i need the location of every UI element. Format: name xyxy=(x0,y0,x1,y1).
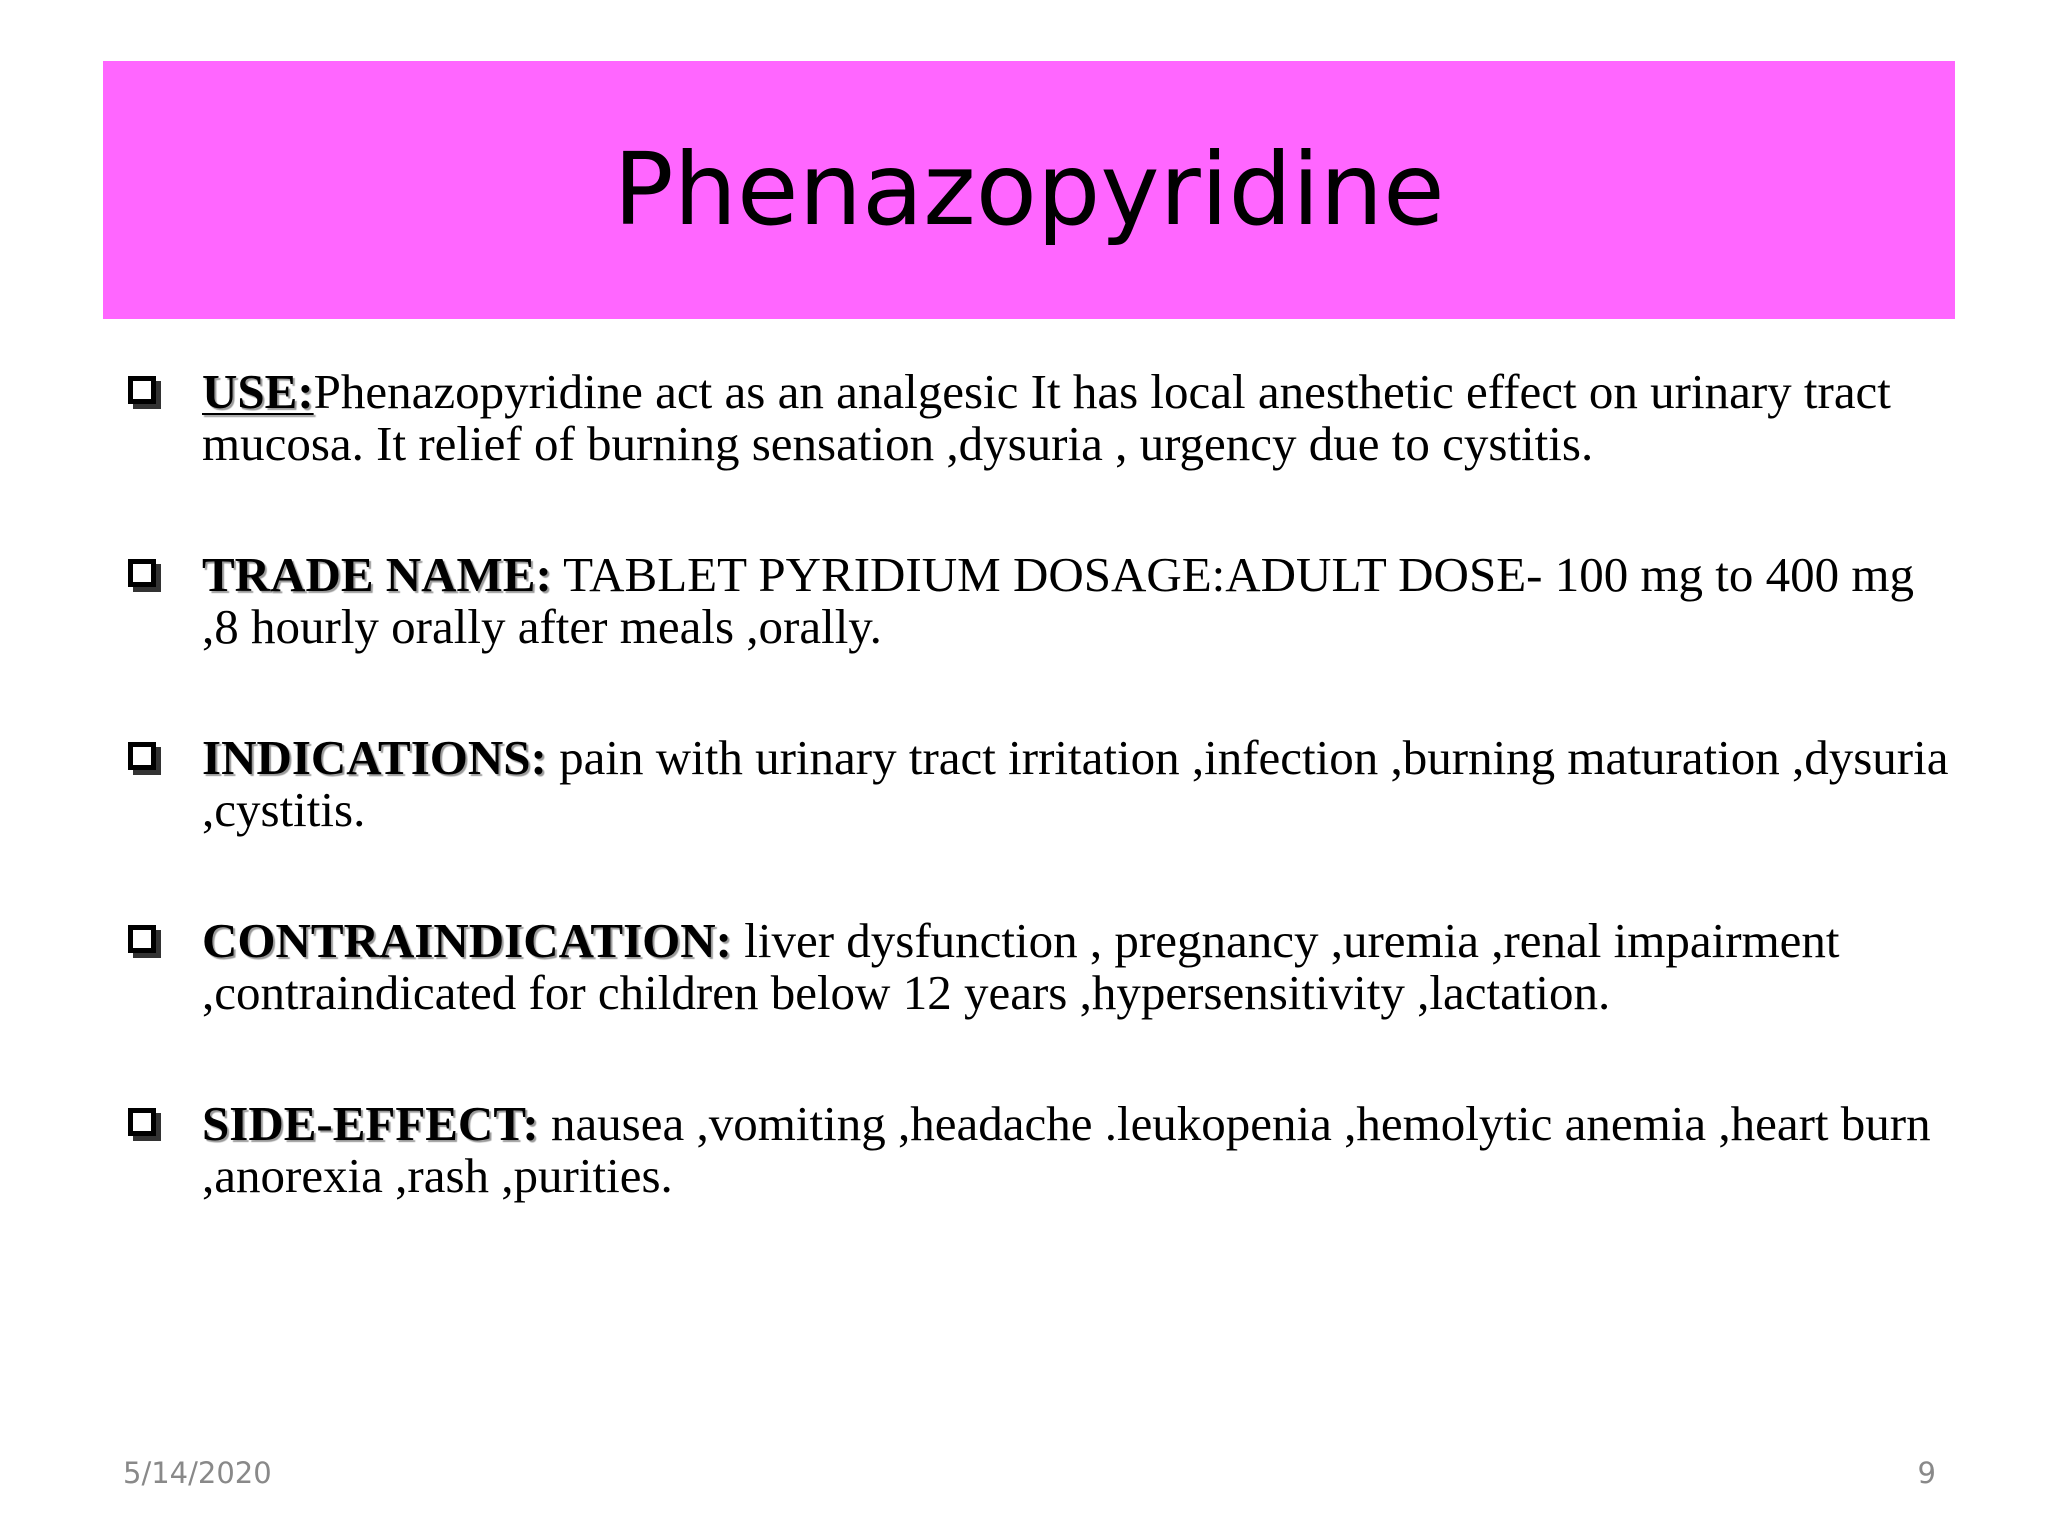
checkbox-square-icon xyxy=(128,742,156,770)
bullet-label: USE: xyxy=(202,364,314,419)
bullet-label: TRADE NAME: xyxy=(202,547,552,602)
bullet-label: CONTRAINDICATION: xyxy=(202,913,732,968)
bullet-indications xyxy=(126,732,1956,836)
bullet-text: nausea ,vomiting ,headache .leukopenia ,hemolytic anemia ,heart burn ,anorexia ,rash ,purities. xyxy=(202,1096,1931,1203)
bullet-contraindication xyxy=(126,915,1956,1019)
checkbox-square-icon xyxy=(128,559,156,587)
bullet-text: Phenazopyridine act as an analgesic It has local anesthetic effect on urinary tract mucosa. It relief of burning sensation ,dysuria , urgency due to cystitis. xyxy=(202,364,1891,471)
checkbox-square-icon xyxy=(128,925,156,953)
slide-title: Phenazopyridine xyxy=(613,131,1445,248)
slide-number: 9 xyxy=(1917,1456,1936,1490)
bullet-text: TABLET PYRIDIUM DOSAGE:ADULT DOSE- 100 mg to 400 mg ,8 hourly orally after meals ,orally. xyxy=(202,547,1915,654)
bullet-label: SIDE-EFFECT: xyxy=(202,1096,539,1151)
checkbox-square-icon xyxy=(128,1108,156,1136)
title-band xyxy=(103,61,1955,319)
bullet-list xyxy=(126,366,1956,1202)
bullet-label: INDICATIONS: xyxy=(202,730,547,785)
bullet-text: pain with urinary tract irritation ,infection ,burning maturation ,dysuria ,cystitis. xyxy=(202,730,1949,837)
footer-date: 5/14/2020 xyxy=(123,1456,272,1490)
checkbox-square-icon xyxy=(128,376,156,404)
bullet-side-effect xyxy=(126,1098,1956,1202)
bullet-use xyxy=(126,366,1956,470)
bullet-text: liver dysfunction , pregnancy ,uremia ,renal impairment ,contraindicated for children below 12 years ,hypersensitivity ,lactation. xyxy=(202,913,1840,1020)
bullet-trade-name xyxy=(126,549,1956,653)
